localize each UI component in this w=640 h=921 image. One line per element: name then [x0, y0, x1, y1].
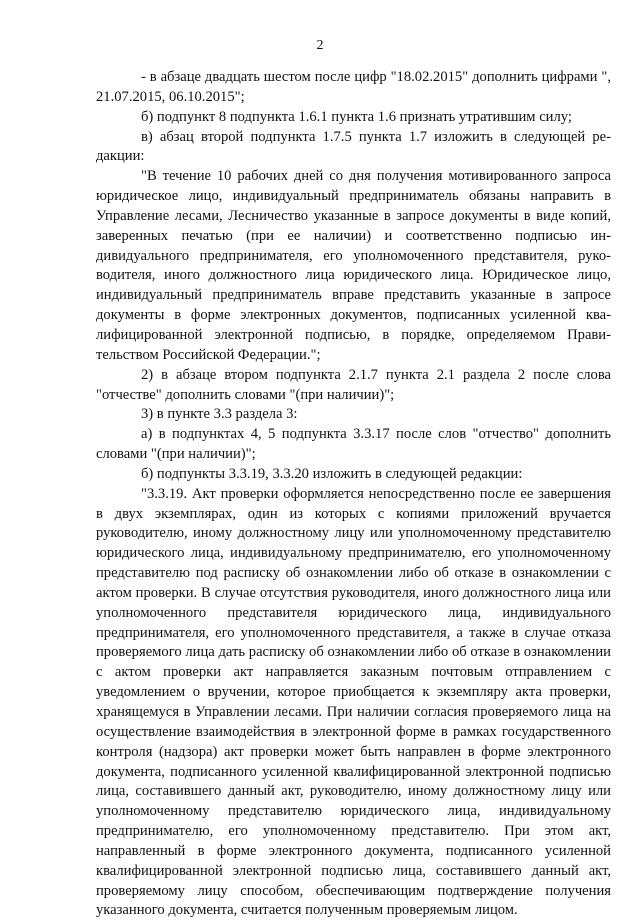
paragraph-quoted-3-3-19: "3.3.19. Акт проверки оформляется непосредственно после ее завершения в двух экземплярах, один из которых с копиями приложений вручается руководителю, иному должностному лицу или уполномоченному представителю юридического лица, индивидуальному предпринимателю, его уполномоченному представителю под расписку об ознакомлении либо об отказе в ознакомлении с актом проверки. В случае отсутствия руководителя, иного должностного лица или уполномоченного представителя юридического лица, индивидуального предпринимателя, его уполномоченного представителя, а также в случае отказа проверяемого лица дать расписку об ознакомлении либо об отказе в ознакомлении с актом проверки акт направляется заказным почтовым отправлением с уведомлением о вручении, которое приобщается к экземпляру акта проверки, хранящемуся в Управлении лесами. При наличии согласия проверяемого лица на осуществление взаимодействия в электронной форме в рамках государственного контроля (надзора) акт проверки может быть направлен в форме электронного документа, подписанного усиленной квалифицированной электронной подписью лица, составившего данный акт, руководителю, иному должностному лицу или уполномоченному представителю юридического лица, индивидуальному предпринимателю, его уполномоченному представителю. При этом акт, направленный в форме электронного документа, подписанного усиленной квалифицированной электронной подписью лица, составившего данный акт, проверяемому лицу способом, обеспечивающим подтверждение получения указанного документа, считается полученным проверяемым лицом.	[96, 485, 611, 919]
paragraph-amendment-dates: - в абзаце двадцать шестом после цифр "18.02.2015" дополнить цифрами ", 21.07.2015, 06.10.2015";	[96, 69, 611, 105]
paragraph-subitem-b-8: б) подпункт 8 подпункта 1.6.1 пункта 1.6 признать утратившим силу;	[141, 108, 572, 125]
paragraph-subitem-b-3-3-19: б) подпункты 3.3.19, 3.3.20 изложить в следующей редакции:	[141, 465, 523, 482]
page-number: 2	[316, 38, 324, 53]
document-body	[96, 68, 611, 921]
paragraph-subitem-v-1-7-5: в) абзац второй подпункта 1.7.5 пункта 1.7 изложить в следующей редакции:	[96, 128, 611, 165]
paragraph-subitem-a-3-3-17: а) в подпунктах 4, 5 подпункта 3.3.17 после слов "отчество" дополнить словами "(при наличии)";	[96, 426, 611, 463]
paragraph-quoted-10-days: "В течение 10 рабочих дней со дня получения мотивированного запроса юридическое лицо, индивидуальный предприниматель обязаны направить в Управление лесами, Лесничество указанные в запросе документы в виде копий, заверенных печатью (при ее наличии) и соответственно подписью индивидуального предпринимателя, его уполномоченного представителя, руководителя, иного должностного лица юридического лица. Юридическое лицо, индивидуальный предприниматель вправе представить указанные в запросе документы в форме электронных документов, подписанных усиленной квалифицированной электронной подписью, в порядке, определяемом Правительством Российской Федерации.";	[96, 168, 611, 363]
paragraph-item-3: 3) в пункте 3.3 раздела 3:	[141, 406, 298, 423]
paragraph-item-2: 2) в абзаце втором подпункта 2.1.7 пункта 2.1 раздела 2 после слова "отчестве" дополнить словами "(при наличии)";	[96, 366, 611, 403]
